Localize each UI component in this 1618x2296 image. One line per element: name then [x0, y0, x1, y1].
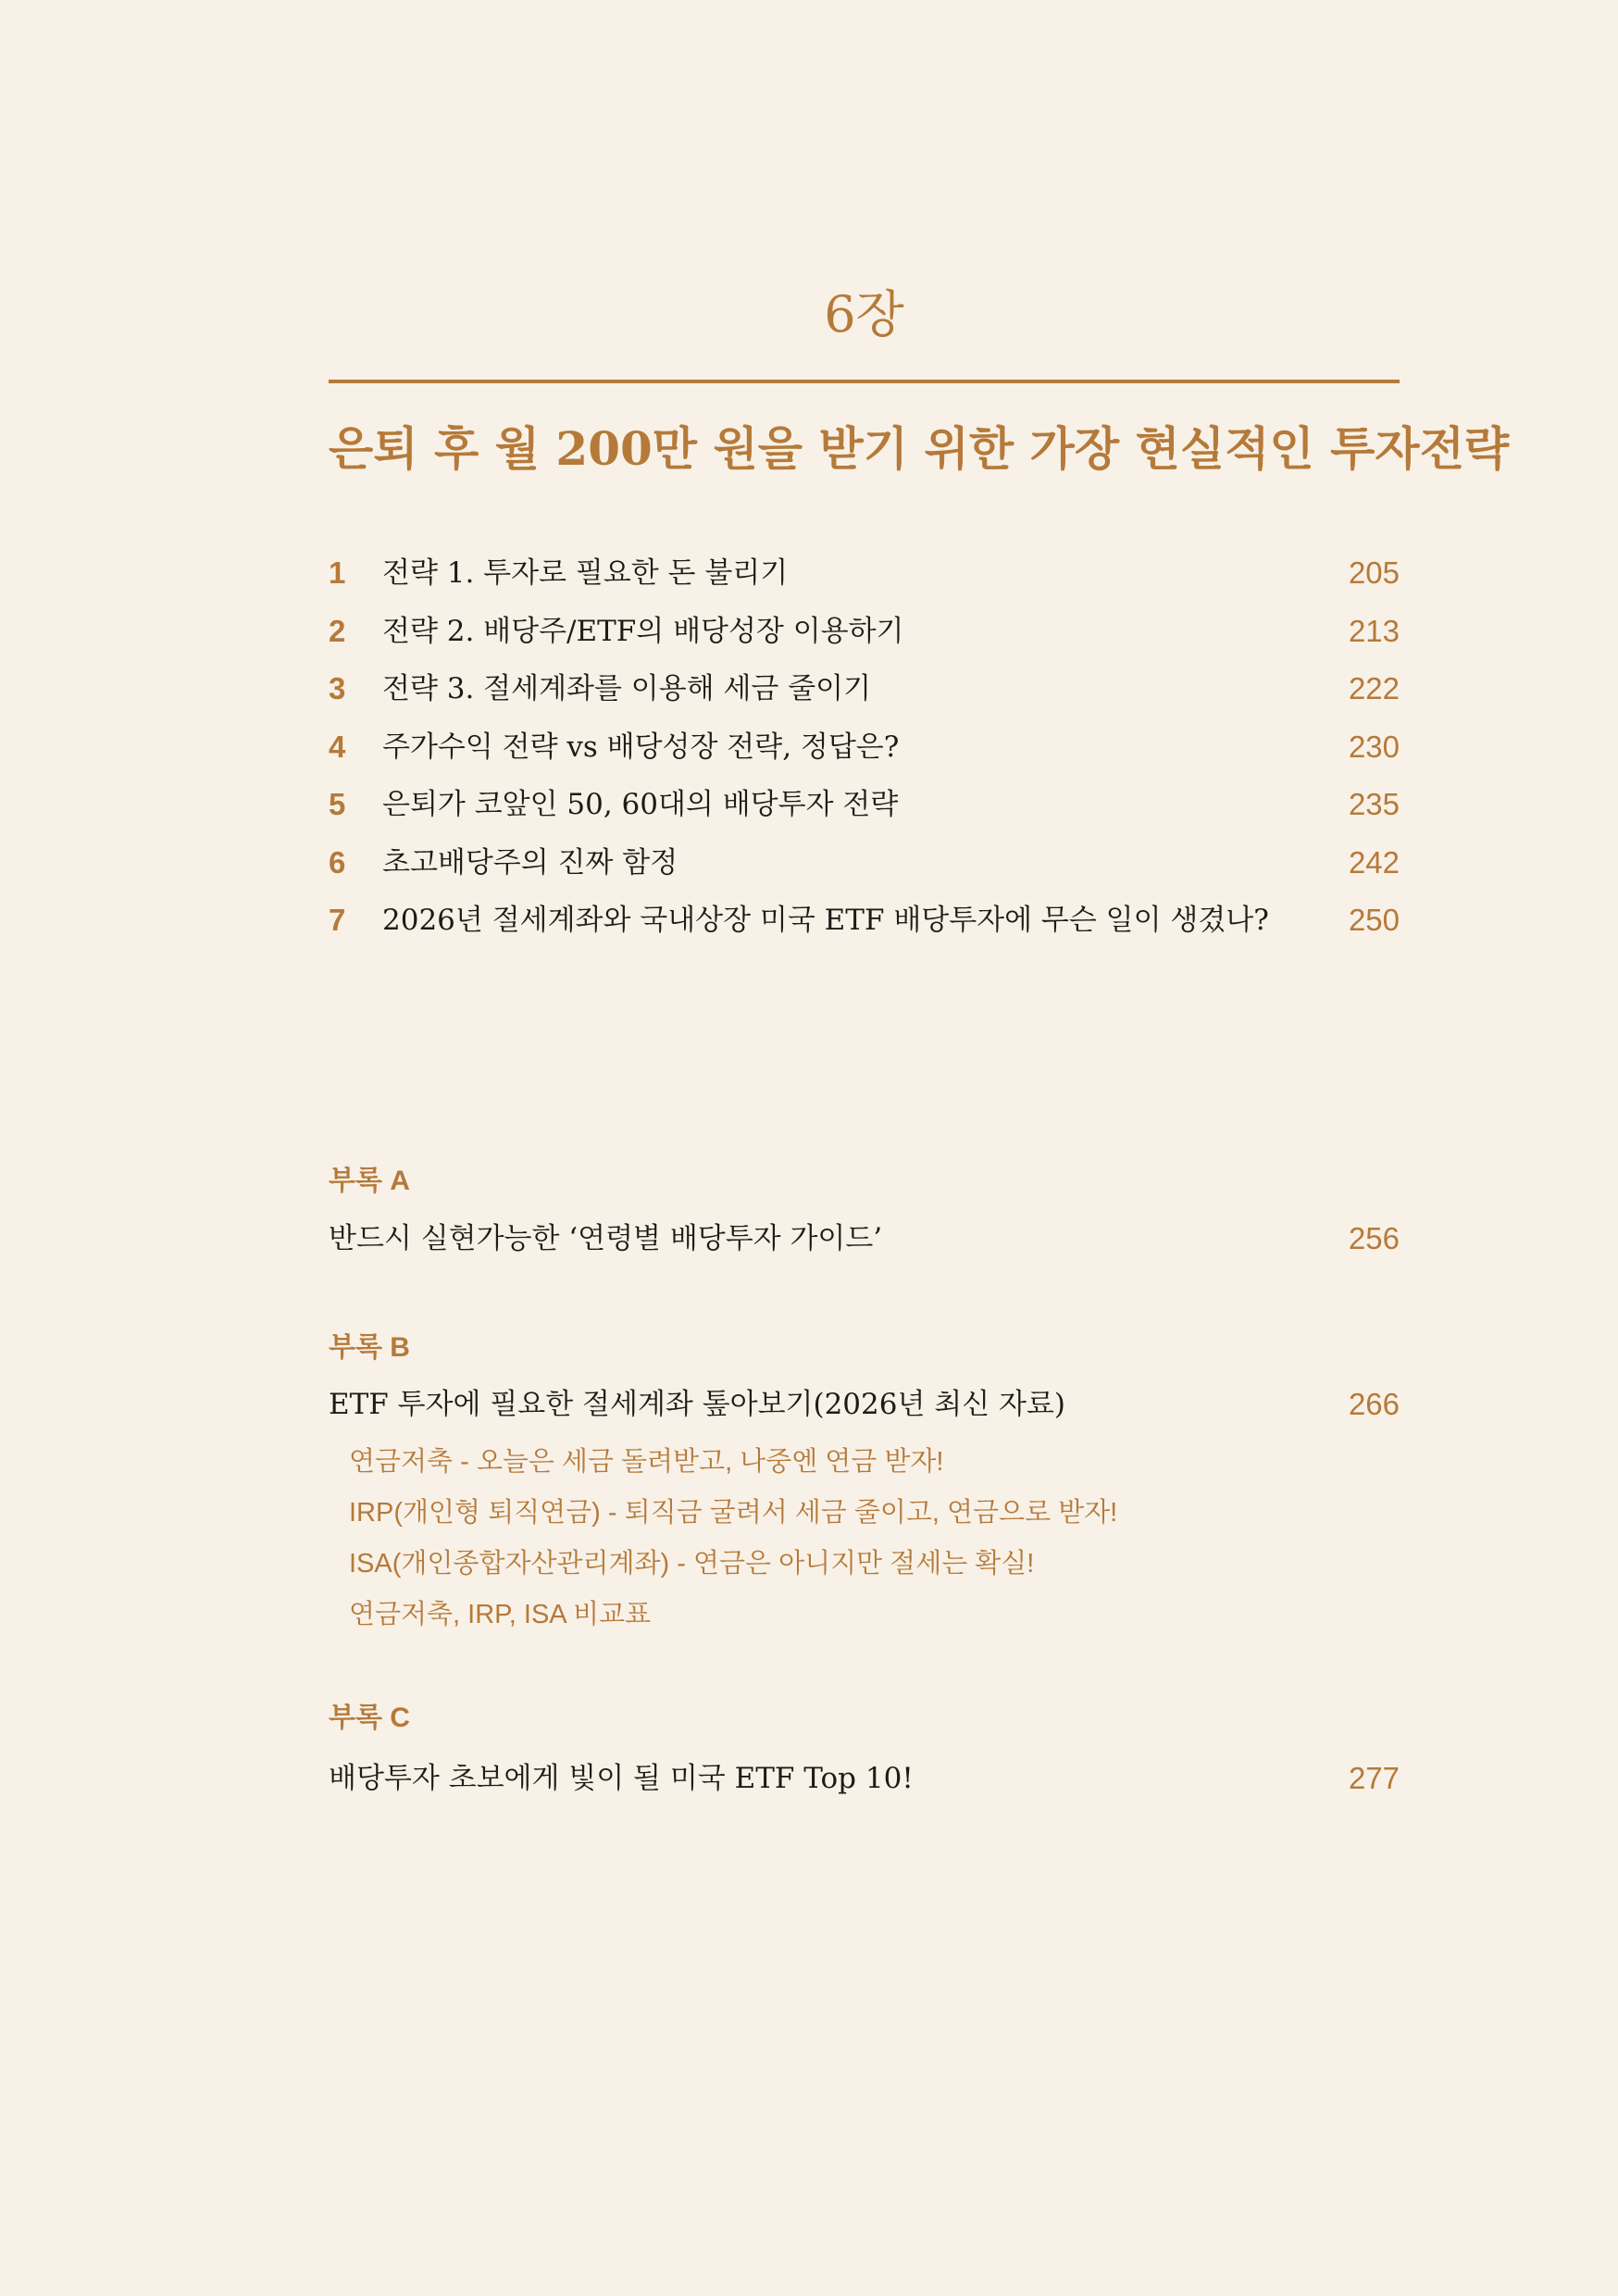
appendix-b-label: 부록 B [329, 1332, 410, 1363]
toc-entry-title: 전략 3. 절세계좌를 이용해 세금 줄이기 [382, 672, 872, 705]
toc-entry-number: 2 [329, 613, 346, 648]
toc-entry-6[interactable] [329, 834, 1400, 892]
toc-entry-page: 235 [1348, 787, 1400, 821]
chapter-number: 6장 [824, 285, 904, 343]
appendix-b-subsection[interactable]: IRP(개인형 퇴직연금) - 퇴직금 굴려서 세금 줄이고, 연금으로 받자! [349, 1498, 1118, 1528]
toc-entry-title: 주가수익 전략 vs 배당성장 전략, 정답은? [382, 730, 900, 764]
appendix-b-subsection[interactable]: ISA(개인종합자산관리계좌) - 연금은 아니지만 절세는 확실! [349, 1549, 1035, 1578]
toc-entry-number: 1 [329, 555, 346, 590]
appendix-b-subsection[interactable]: 연금저축, IRP, ISA 비교표 [349, 1600, 652, 1629]
appendix-a-title: 반드시 실현가능한 ‘연령별 배당투자 가이드’ [329, 1222, 883, 1255]
toc-entry-number: 4 [329, 729, 346, 764]
toc-entry-1[interactable] [329, 544, 1400, 603]
chapter-title: 은퇴 후 월 200만 원을 받기 위한 가장 현실적인 투자전략 [329, 421, 1510, 476]
toc-entry-title: 전략 2. 배당주/ETF의 배당성장 이용하기 [382, 614, 904, 648]
toc-entry-5[interactable] [329, 776, 1400, 834]
appendix-b-subsection[interactable]: 연금저축 - 오늘은 세금 돌려받고, 나중엔 연금 받자! [349, 1447, 944, 1477]
toc-entry-title: 2026년 절세계좌와 국내상장 미국 ETF 배당투자에 무슨 일이 생겼나? [382, 904, 1269, 937]
appendix-c-entry[interactable] [329, 1751, 1400, 1806]
toc-entry-page: 222 [1348, 671, 1400, 705]
appendix-b-title: ETF 투자에 필요한 절세계좌 톺아보기(2026년 최신 자료) [329, 1388, 1065, 1421]
appendix-c-label: 부록 C [329, 1703, 410, 1733]
appendix-a-label: 부록 A [329, 1166, 410, 1196]
appendix-b-subsections [349, 1437, 1367, 1641]
toc-entry-number: 6 [329, 844, 346, 880]
toc-entry-title: 전략 1. 투자로 필요한 돈 불리기 [382, 556, 789, 590]
contents-page [329, 0, 1510, 2296]
appendix-c-title: 배당투자 초보에게 빛이 될 미국 ETF Top 10! [329, 1762, 914, 1795]
toc-entry-page: 213 [1348, 613, 1400, 648]
toc-entry-title: 은퇴가 코앞인 50, 60대의 배당투자 전략 [382, 788, 899, 821]
toc-entry-number: 3 [329, 671, 346, 705]
toc-entry-title: 초고배당주의 진짜 함정 [382, 845, 678, 880]
toc-entry-page: 205 [1348, 555, 1400, 590]
appendix-b-entry[interactable] [329, 1377, 1400, 1432]
toc-entry-page: 250 [1348, 903, 1400, 937]
toc-entry-page: 242 [1348, 844, 1400, 880]
appendix-a-page: 256 [1348, 1221, 1400, 1255]
toc-entry-3[interactable] [329, 660, 1400, 718]
appendix-a-entry[interactable] [329, 1211, 1400, 1267]
appendix-c-page: 277 [1348, 1761, 1400, 1795]
toc-entry-4[interactable] [329, 718, 1400, 777]
toc-entry-number: 7 [329, 903, 346, 937]
table-of-contents [329, 544, 1400, 950]
toc-entry-7[interactable] [329, 892, 1400, 950]
appendix-b-page: 266 [1348, 1387, 1400, 1421]
toc-entry-number: 5 [329, 787, 346, 821]
chapter-divider [329, 380, 1400, 383]
toc-entry-2[interactable] [329, 603, 1400, 661]
toc-entry-page: 230 [1348, 729, 1400, 764]
